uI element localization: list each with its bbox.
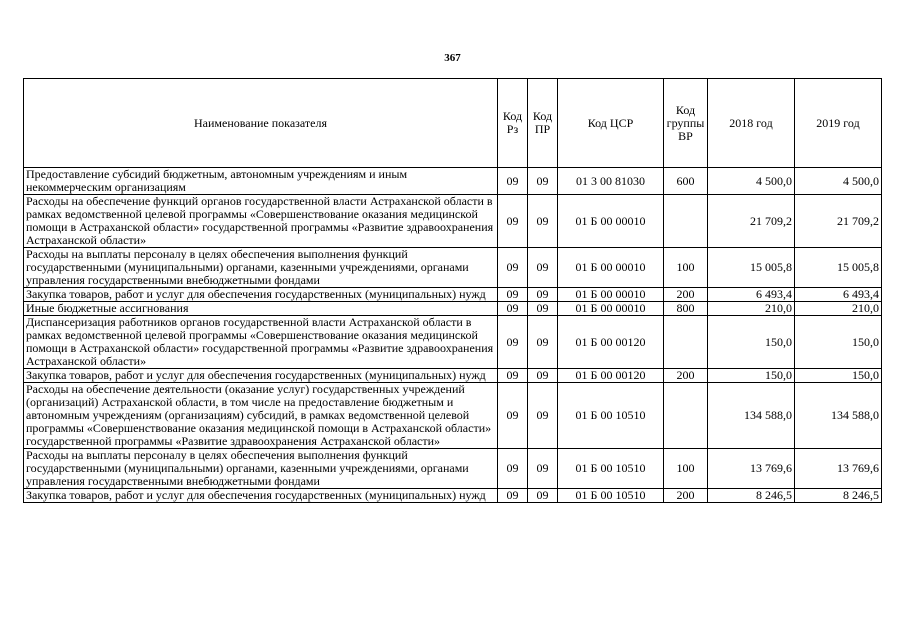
cell-y2019: 21 709,2 xyxy=(795,195,882,248)
cell-pr: 09 xyxy=(528,316,558,369)
cell-rz: 09 xyxy=(498,248,528,288)
cell-pr: 09 xyxy=(528,369,558,383)
cell-name: Закупка товаров, работ и услуг для обеспечения государственных (муниципальных) нужд xyxy=(24,489,498,503)
header-pr-line1: Код xyxy=(532,109,553,123)
cell-name: Предоставление субсидий бюджетным, автономным учреждениям и иным некоммерческим организациям xyxy=(24,168,498,195)
header-pr-line2: ПР xyxy=(534,122,551,136)
cell-pr: 09 xyxy=(528,288,558,302)
cell-y2019: 150,0 xyxy=(795,316,882,369)
table-body xyxy=(24,168,882,503)
header-vr-line1: Код xyxy=(675,102,696,117)
cell-pr: 09 xyxy=(528,383,558,449)
budget-table xyxy=(23,78,882,503)
cell-name: Расходы на обеспечение функций органов государственной власти Астраханской области в рамках ведомственной целевой программы «Совершенствование оказания медицинской помощи в Астраханской области» государственной программы «Развитие здравоохранения Астраханской области» xyxy=(24,195,498,248)
cell-csr: 01 Б 00 00010 xyxy=(558,195,664,248)
cell-csr: 01 3 00 81030 xyxy=(558,168,664,195)
table-row xyxy=(24,168,882,195)
cell-y2018: 6 493,4 xyxy=(708,288,795,302)
cell-csr: 01 Б 00 00010 xyxy=(558,302,664,316)
table-row xyxy=(24,302,882,316)
cell-name: Расходы на обеспечение деятельности (оказание услуг) государственных учреждений (организаций) Астраханской области, в том числе на предоставление бюджетным и автономным учреждениям (организациям) субсидий, в рамках ведомственной целевой программы «Совершенствование оказания медицинской помощи в Астраханской области» государственной программы «Развитие здравоохранения Астраханской области» xyxy=(24,383,498,449)
cell-name: Закупка товаров, работ и услуг для обеспечения государственных (муниципальных) нужд xyxy=(24,288,498,302)
header-name: Наименование показателя xyxy=(24,79,498,168)
cell-y2019: 150,0 xyxy=(795,369,882,383)
cell-name: Расходы на выплаты персоналу в целях обеспечения выполнения функций государственными (муниципальными) органами, казенными учреждениями, органами управления государственными внебюджетными фондами xyxy=(24,248,498,288)
table-row xyxy=(24,489,882,503)
cell-csr: 01 Б 00 00010 xyxy=(558,288,664,302)
cell-rz: 09 xyxy=(498,288,528,302)
cell-name: Иные бюджетные ассигнования xyxy=(24,302,498,316)
header-rz-line2: Рз xyxy=(506,122,519,136)
cell-vr xyxy=(664,195,708,248)
cell-rz: 09 xyxy=(498,449,528,489)
cell-y2018: 8 246,5 xyxy=(708,489,795,503)
cell-y2019: 134 588,0 xyxy=(795,383,882,449)
header-vr xyxy=(664,79,708,168)
cell-vr: 200 xyxy=(664,369,708,383)
cell-pr: 09 xyxy=(528,195,558,248)
cell-y2018: 134 588,0 xyxy=(708,383,795,449)
header-2018: 2018 год xyxy=(708,79,795,168)
cell-vr xyxy=(664,316,708,369)
cell-vr: 800 xyxy=(664,302,708,316)
cell-rz: 09 xyxy=(498,195,528,248)
cell-y2019: 6 493,4 xyxy=(795,288,882,302)
table-row xyxy=(24,449,882,489)
header-rz xyxy=(498,79,528,168)
cell-csr: 01 Б 00 00120 xyxy=(558,369,664,383)
cell-name: Закупка товаров, работ и услуг для обеспечения государственных (муниципальных) нужд xyxy=(24,369,498,383)
header-pr xyxy=(528,79,558,168)
cell-vr xyxy=(664,383,708,449)
table-row xyxy=(24,195,882,248)
cell-vr: 200 xyxy=(664,288,708,302)
cell-pr: 09 xyxy=(528,168,558,195)
cell-y2018: 210,0 xyxy=(708,302,795,316)
cell-vr: 100 xyxy=(664,248,708,288)
page-number: 367 xyxy=(444,52,461,64)
cell-pr: 09 xyxy=(528,449,558,489)
header-vr-line2: группы xyxy=(666,115,705,130)
cell-y2019: 13 769,6 xyxy=(795,449,882,489)
table-row xyxy=(24,383,882,449)
cell-y2019: 15 005,8 xyxy=(795,248,882,288)
cell-y2018: 21 709,2 xyxy=(708,195,795,248)
cell-pr: 09 xyxy=(528,248,558,288)
table-row xyxy=(24,369,882,383)
cell-y2018: 4 500,0 xyxy=(708,168,795,195)
cell-csr: 01 Б 00 10510 xyxy=(558,449,664,489)
cell-csr: 01 Б 00 10510 xyxy=(558,383,664,449)
cell-rz: 09 xyxy=(498,369,528,383)
cell-rz: 09 xyxy=(498,316,528,369)
header-csr: Код ЦСР xyxy=(558,79,664,168)
cell-name: Диспансеризация работников органов государственной власти Астраханской области в рамках ведомственной целевой программы «Совершенствование оказания медицинской помощи в Астраханской области» государственной программы «Развитие здравоохранения Астраханской области» xyxy=(24,316,498,369)
cell-y2019: 210,0 xyxy=(795,302,882,316)
cell-csr: 01 Б 00 10510 xyxy=(558,489,664,503)
cell-y2019: 4 500,0 xyxy=(795,168,882,195)
cell-csr: 01 Б 00 00120 xyxy=(558,316,664,369)
cell-y2018: 15 005,8 xyxy=(708,248,795,288)
table-row xyxy=(24,248,882,288)
cell-pr: 09 xyxy=(528,489,558,503)
cell-vr: 200 xyxy=(664,489,708,503)
cell-csr: 01 Б 00 00010 xyxy=(558,248,664,288)
cell-y2018: 150,0 xyxy=(708,316,795,369)
cell-vr: 100 xyxy=(664,449,708,489)
cell-y2018: 150,0 xyxy=(708,369,795,383)
header-rz-line1: Код xyxy=(502,109,523,123)
cell-rz: 09 xyxy=(498,383,528,449)
cell-rz: 09 xyxy=(498,489,528,503)
cell-name: Расходы на выплаты персоналу в целях обеспечения выполнения функций государственными (муниципальными) органами, казенными учреждениями, органами управления государственными внебюджетными фондами xyxy=(24,449,498,489)
table-row xyxy=(24,288,882,302)
header-row xyxy=(24,79,882,168)
cell-rz: 09 xyxy=(498,168,528,195)
table-row xyxy=(24,316,882,369)
cell-pr: 09 xyxy=(528,302,558,316)
header-vr-line3: ВР xyxy=(678,128,693,143)
cell-vr: 600 xyxy=(664,168,708,195)
cell-y2018: 13 769,6 xyxy=(708,449,795,489)
cell-rz: 09 xyxy=(498,302,528,316)
cell-y2019: 8 246,5 xyxy=(795,489,882,503)
header-2019: 2019 год xyxy=(795,79,882,168)
